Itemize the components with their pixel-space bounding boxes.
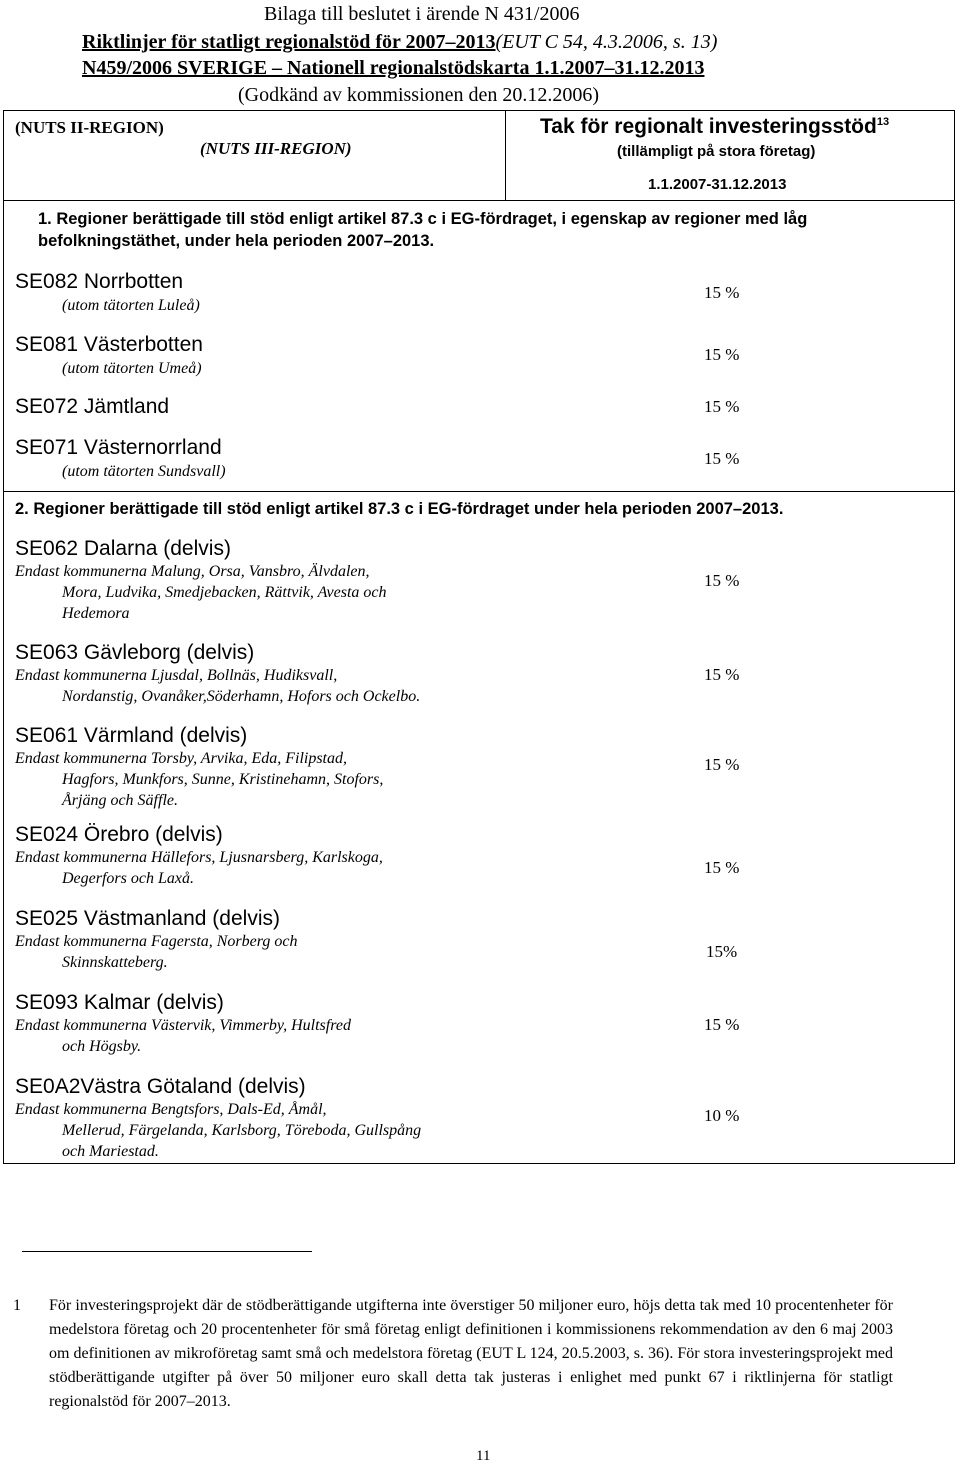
region-name: SE024 Örebro (delvis) bbox=[15, 823, 223, 846]
footnote-marker: 13 bbox=[876, 116, 890, 128]
region-exclusion: (utom tätorten Sundsvall) bbox=[62, 463, 226, 480]
aid-rate: 15 % bbox=[704, 449, 740, 468]
annex-reference: Bilaga till beslutet i ärende N 431/2006 bbox=[264, 3, 580, 25]
aid-rate: 15 % bbox=[704, 397, 740, 416]
region-name: SE062 Dalarna (delvis) bbox=[15, 537, 231, 560]
region-name: SE025 Västmanland (delvis) bbox=[15, 907, 280, 930]
section1-title-line2: befolkningstäthet, under hela perioden 2007–2013. bbox=[38, 232, 435, 250]
region-name: SE0A2Västra Götaland (delvis) bbox=[15, 1075, 306, 1098]
municipality-line: och Högsby. bbox=[62, 1038, 142, 1055]
municipality-line: Årjäng och Säffle. bbox=[62, 792, 178, 809]
aid-rate: 15 % bbox=[704, 665, 740, 684]
section1-title-line1: 1. Regioner berättigade till stöd enligt artikel 87.3 c i EG-fördraget, i egenskap av regioner med låg bbox=[38, 210, 808, 228]
region-name: SE081 Västerbotten bbox=[15, 333, 203, 356]
municipality-line: Endast kommunerna Malung, Orsa, Vansbro, Älvdalen, bbox=[15, 563, 370, 580]
nuts2-header: (NUTS II-REGION) bbox=[15, 118, 164, 137]
nuts3-header: (NUTS III-REGION) bbox=[200, 139, 352, 158]
section2-title: 2. Regioner berättigade till stöd enligt artikel 87.3 c i EG-fördraget under hela perioden 2007–2013. bbox=[15, 500, 784, 518]
section-divider bbox=[3, 491, 955, 492]
footnote-text: För investeringsprojekt där de stödberättigande utgifterna inte överstiger 50 miljoner euro, höjs detta tak med 10 procentenheter för medelstora företag och 20 procentenheter för små företag enligt definitionen i kommissionens rekommendation av den 6 maj 2003 om definitionen av mikroföretag samt små och medelstora företag (EUT L 124, 20.5.2003, s. 36). För stora investeringsprojekt med stödberättigande utgifter på över 50 miljoner euro skall detta tak justeras i enlighet med punkt 67 i riktlinjerna för statligt regionalstöd för 2007–2013. bbox=[49, 1297, 893, 1410]
municipality-line: Mora, Ludvika, Smedjebacken, Rättvik, Avesta och bbox=[62, 584, 387, 601]
region-name: SE093 Kalmar (delvis) bbox=[15, 991, 224, 1014]
footnote bbox=[13, 1294, 893, 1414]
approval-note: (Godkänd av kommissionen den 20.12.2006) bbox=[238, 84, 600, 106]
municipality-line: Nordanstig, Ovanåker,Söderhamn, Hofors och Ockelbo. bbox=[62, 688, 421, 705]
aid-rate: 10 % bbox=[704, 1106, 740, 1125]
aid-rate: 15 % bbox=[704, 571, 740, 590]
municipality-line: Hagfors, Munkfors, Sunne, Kristinehamn, Stofors, bbox=[62, 771, 384, 788]
aid-rate: 15% bbox=[706, 942, 738, 961]
municipality-line: Endast kommunerna Fagersta, Norberg och bbox=[15, 933, 298, 950]
municipality-line: och Mariestad. bbox=[62, 1143, 159, 1160]
municipality-line: Mellerud, Färgelanda, Karlsborg, Töreboda, Gullspång bbox=[62, 1122, 422, 1139]
region-name: SE063 Gävleborg (delvis) bbox=[15, 641, 255, 664]
map-title: N459/2006 SVERIGE – Nationell regionalstödskarta 1.1.2007–31.12.2013 bbox=[82, 57, 705, 79]
aid-ceiling-header: Tak för regionalt investeringsstöd$^{13}$ bbox=[540, 115, 890, 138]
aid-rate: 15 % bbox=[704, 755, 740, 774]
municipality-line: Endast kommunerna Västervik, Vimmerby, Hultsfred bbox=[15, 1017, 351, 1034]
region-exclusion: (utom tätorten Luleå) bbox=[62, 297, 200, 314]
municipality-line: Endast kommunerna Torsby, Arvika, Eda, Filipstad, bbox=[15, 750, 347, 767]
aid-rate: 15 % bbox=[704, 345, 740, 364]
region-name: SE082 Norrbotten bbox=[15, 270, 184, 293]
column-divider bbox=[505, 110, 506, 200]
municipality-line: Endast kommunerna Bengtsfors, Dals-Ed, Åmål, bbox=[15, 1101, 327, 1118]
aid-rate: 15 % bbox=[704, 283, 740, 302]
guidelines-title bbox=[82, 31, 717, 54]
page-number: 11 bbox=[476, 1448, 491, 1464]
region-exclusion: (utom tätorten Umeå) bbox=[62, 360, 202, 377]
header-divider bbox=[3, 200, 955, 201]
aid-rate: 15 % bbox=[704, 1015, 740, 1034]
region-name: SE061 Värmland (delvis) bbox=[15, 724, 248, 747]
footnote-number: 1 bbox=[13, 1297, 21, 1314]
guidelines-reference: (EUT C 54, 4.3.2006, s. 13) bbox=[495, 31, 718, 53]
aid-ceiling-subheader: (tillämpligt på stora företag) bbox=[617, 143, 816, 160]
municipality-line: Hedemora bbox=[62, 605, 130, 622]
aid-rate: 15 % bbox=[704, 858, 740, 877]
period-label: 1.1.2007-31.12.2013 bbox=[648, 176, 787, 193]
municipality-line: Degerfors och Laxå. bbox=[62, 870, 194, 887]
guidelines-title-bold: Riktlinjer för statligt regionalstöd för 2007–2013 bbox=[82, 31, 496, 53]
municipality-line: Endast kommunerna Ljusdal, Bollnäs, Hudiksvall, bbox=[15, 667, 338, 684]
municipality-line: Skinnskatteberg. bbox=[62, 954, 168, 971]
region-name: SE071 Västernorrland bbox=[15, 436, 222, 459]
region-name: SE072 Jämtland bbox=[15, 395, 170, 418]
footnote-rule bbox=[22, 1251, 312, 1252]
municipality-line: Endast kommunerna Hällefors, Ljusnarsberg, Karlskoga, bbox=[15, 849, 383, 866]
